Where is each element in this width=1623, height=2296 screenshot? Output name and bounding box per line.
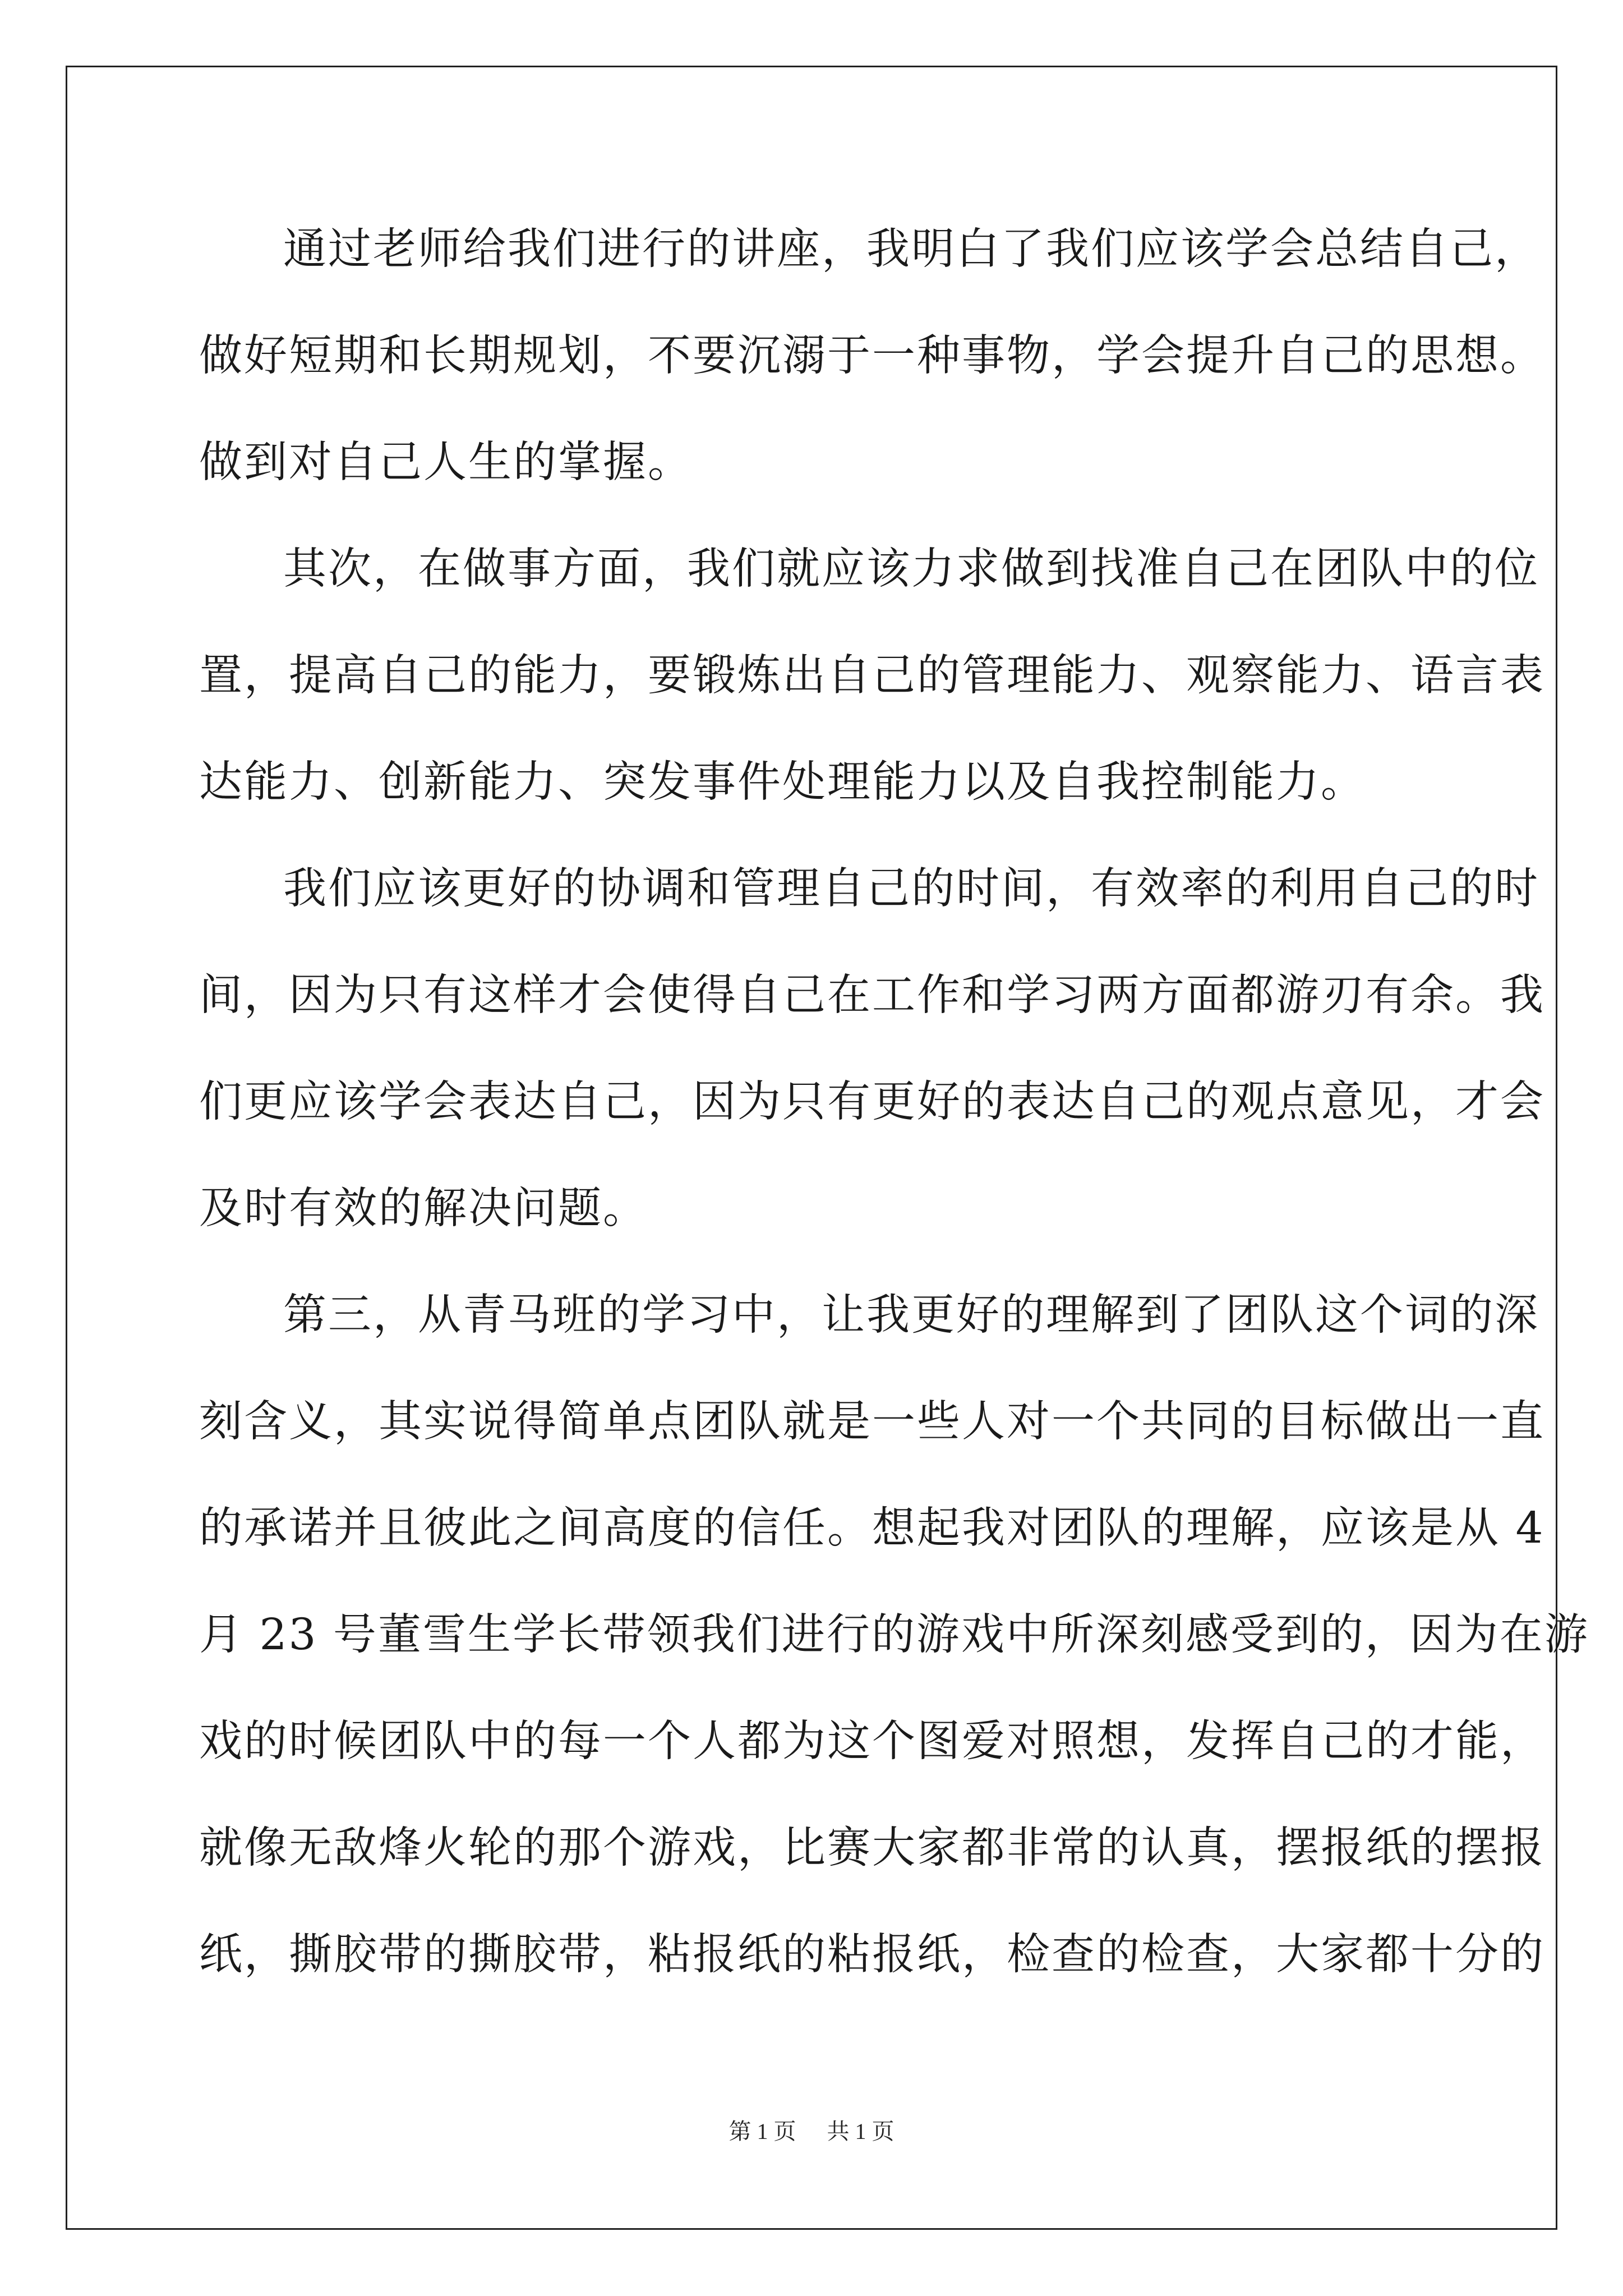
text-line: 及时有效的解决问题。: [199, 1184, 648, 1234]
text-line: 间，因为只有这样才会使得自己在工作和学习两方面都游刃有余。我: [199, 970, 1545, 1020]
text-line: 达能力、创新能力、突发事件处理能力以及自我控制能力。: [199, 757, 1366, 807]
text-line: 们更应该学会表达自己，因为只有更好的表达自己的观点意见，才会: [199, 1077, 1545, 1127]
text-line: 戏的时候团队中的每一个人都为这个图爱对照想，发挥自己的才能，: [199, 1717, 1545, 1766]
page-footer: [0, 2118, 1623, 2146]
text-line: 通过老师给我们进行的讲座，我明白了我们应该学会总结自己，: [283, 224, 1539, 274]
text-line: 月 23 号董雪生学长带领我们进行的游戏中所深刻感受到的，因为在游: [199, 1610, 1589, 1660]
text-line: 置，提高自己的能力，要锻炼出自己的管理能力、观察能力、语言表: [199, 651, 1545, 701]
text-line: 的承诺并且彼此之间高度的信任。想起我对团队的理解，应该是从 4: [199, 1503, 1545, 1553]
text-line: 就像无敌烽火轮的那个游戏，比赛大家都非常的认真，摆报纸的摆报: [199, 1823, 1545, 1873]
text-line: 做到对自己人生的掌握。: [199, 438, 693, 487]
document-body: [199, 222, 1589, 2033]
text-line: 第三，从青马班的学习中，让我更好的理解到了团队这个词的深: [283, 1290, 1539, 1340]
text-line: 其次，在做事方面，我们就应该力求做到找准自己在团队中的位: [283, 544, 1539, 594]
text-line: 做好短期和长期规划，不要沉溺于一种事物，学会提升自己的思想。: [199, 331, 1545, 381]
text-line: 纸，撕胶带的撕胶带，粘报纸的粘报纸，检查的检查，大家都十分的: [199, 1930, 1545, 1980]
text-line: 刻含义，其实说得简单点团队就是一些人对一个共同的目标做出一直: [199, 1397, 1545, 1447]
page-number-total: 共 1 页: [827, 2119, 895, 2144]
page-number-current: 第 1 页: [728, 2119, 796, 2144]
text-line: 我们应该更好的协调和管理自己的时间，有效率的利用自己的时: [283, 864, 1539, 914]
